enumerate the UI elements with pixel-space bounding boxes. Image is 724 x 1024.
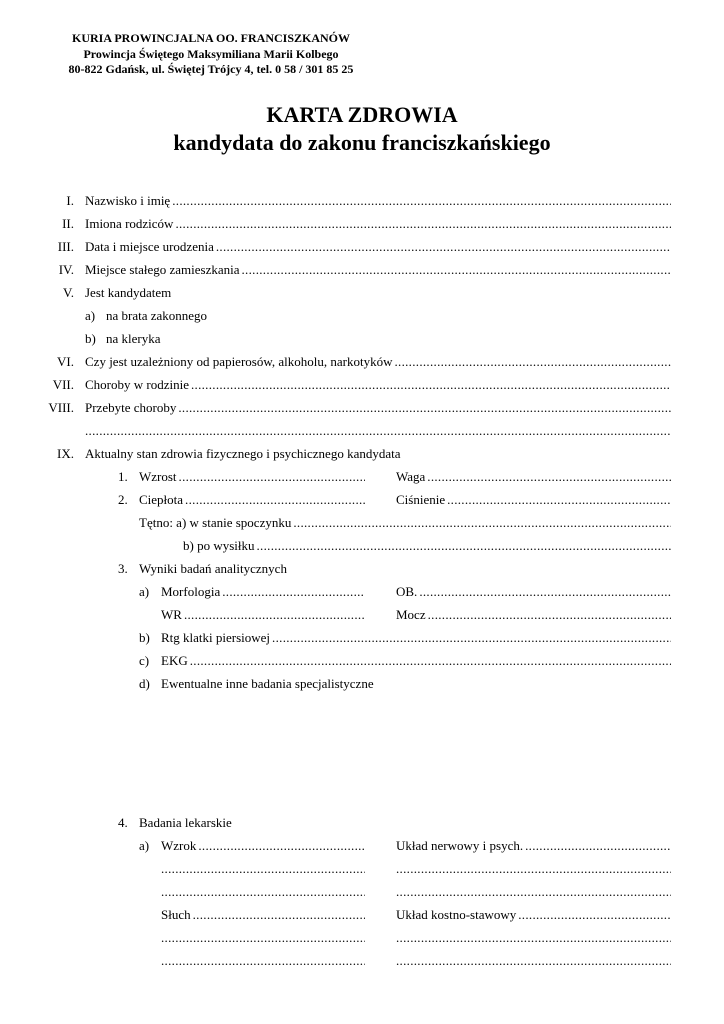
field-data-urodzenia[interactable] bbox=[85, 239, 671, 255]
field-label: Miejsce stałego zamieszkania bbox=[85, 262, 240, 277]
item-number: 2. bbox=[118, 492, 128, 507]
field-przebyte-choroby[interactable] bbox=[85, 400, 671, 416]
dotted-line bbox=[179, 469, 365, 485]
field-wr[interactable] bbox=[161, 607, 365, 623]
field-wzrok-cont[interactable] bbox=[161, 884, 365, 900]
field-sluch[interactable] bbox=[161, 907, 365, 923]
dotted-line bbox=[396, 953, 671, 969]
field-uklad-nerwowy-cont[interactable] bbox=[396, 884, 671, 900]
dotted-line bbox=[161, 930, 365, 946]
section-label: Jest kandydatem bbox=[85, 285, 172, 300]
field-uklad-kostno-cont[interactable] bbox=[396, 930, 671, 946]
section-number: VII. bbox=[52, 377, 74, 392]
field-cieplota[interactable] bbox=[139, 492, 365, 508]
dotted-line bbox=[272, 630, 671, 646]
dotted-line bbox=[396, 884, 671, 900]
dotted-line bbox=[216, 239, 671, 255]
dotted-line bbox=[175, 216, 671, 232]
section-number: IV. bbox=[58, 262, 74, 277]
field-sluch-cont[interactable] bbox=[161, 930, 365, 946]
field-label: Mocz bbox=[396, 607, 426, 622]
field-ekg[interactable] bbox=[161, 653, 671, 669]
option-letter: a) bbox=[139, 838, 150, 853]
field-przebyte-choroby-cont[interactable] bbox=[85, 423, 671, 439]
option-letter: c) bbox=[139, 653, 150, 668]
field-tetno-spoczynek[interactable] bbox=[139, 515, 671, 531]
dotted-line bbox=[191, 377, 671, 393]
field-waga[interactable] bbox=[396, 469, 671, 485]
field-label: WR bbox=[161, 607, 182, 622]
field-uklad-kostno-cont[interactable] bbox=[396, 953, 671, 969]
section-number: IX. bbox=[57, 446, 74, 461]
field-label: Wzrost bbox=[139, 469, 177, 484]
field-cisnienie[interactable] bbox=[396, 492, 671, 508]
page-subtitle: kandydata do zakonu franciszkańskiego bbox=[173, 130, 551, 155]
dotted-line bbox=[242, 262, 672, 278]
section-number: V. bbox=[63, 285, 74, 300]
field-uklad-kostno[interactable] bbox=[396, 907, 671, 923]
dotted-line bbox=[172, 193, 671, 209]
field-uzaleznienia[interactable] bbox=[85, 354, 671, 370]
dotted-line bbox=[193, 907, 365, 923]
option-letter: a) bbox=[85, 308, 96, 323]
section-label: Aktualny stan zdrowia fizycznego i psychicznego kandydata bbox=[85, 446, 401, 461]
field-label: Nazwisko i imię bbox=[85, 193, 171, 208]
field-ob[interactable] bbox=[396, 584, 671, 600]
field-wzrok[interactable] bbox=[161, 838, 365, 854]
option-kleryk[interactable]: na kleryka bbox=[106, 331, 161, 346]
field-zamieszkanie[interactable] bbox=[85, 262, 671, 278]
dotted-line bbox=[396, 930, 671, 946]
dotted-line bbox=[185, 492, 365, 508]
field-uklad-nerwowy-cont[interactable] bbox=[396, 861, 671, 877]
option-letter: b) bbox=[85, 331, 96, 346]
header-line-2: Prowincja Świętego Maksymiliana Marii Kolbego bbox=[83, 47, 339, 61]
field-label: Ciśnienie bbox=[396, 492, 446, 507]
field-label: Imiona rodziców bbox=[85, 216, 174, 231]
field-label: Tętno: a) w stanie spoczynku bbox=[139, 515, 292, 530]
field-label: b) po wysiłku bbox=[183, 538, 255, 553]
dotted-line bbox=[85, 423, 671, 439]
field-uklad-nerwowy[interactable] bbox=[396, 838, 671, 854]
field-choroby-rodzina[interactable] bbox=[85, 377, 671, 393]
dotted-line bbox=[178, 400, 671, 416]
dotted-line bbox=[394, 354, 671, 370]
dotted-line bbox=[190, 653, 671, 669]
field-label: Choroby w rodzinie bbox=[85, 377, 189, 392]
item-label: Badania lekarskie bbox=[139, 815, 232, 830]
field-imiona-rodzicow[interactable] bbox=[85, 216, 671, 232]
dotted-line bbox=[198, 838, 365, 854]
field-label: Data i miejsce urodzenia bbox=[85, 239, 214, 254]
dotted-line bbox=[184, 607, 365, 623]
field-nazwisko[interactable] bbox=[85, 193, 671, 209]
field-label: Czy jest uzależniony od papierosów, alkoholu, narkotyków bbox=[85, 354, 393, 369]
field-label: Przebyte choroby bbox=[85, 400, 177, 415]
field-label: OB. bbox=[396, 584, 418, 599]
option-letter: a) bbox=[139, 584, 150, 599]
item-number: 4. bbox=[118, 815, 128, 830]
section-number: VIII. bbox=[48, 400, 74, 415]
field-label: Słuch bbox=[161, 907, 191, 922]
dotted-line bbox=[518, 907, 671, 923]
dotted-line bbox=[447, 492, 671, 508]
section-number: VI. bbox=[57, 354, 74, 369]
dotted-line bbox=[293, 515, 671, 531]
header-line-3: 80-822 Gdańsk, ul. Świętej Trójcy 4, tel. 0 58 / 301 85 25 bbox=[68, 62, 354, 76]
field-label: Układ nerwowy i psych. bbox=[396, 838, 524, 853]
option-letter: d) bbox=[139, 676, 150, 691]
field-label: EKG bbox=[161, 653, 188, 668]
option-brat-zakonny[interactable]: na brata zakonnego bbox=[106, 308, 208, 323]
field-sluch-cont[interactable] bbox=[161, 953, 365, 969]
field-wzrost[interactable] bbox=[139, 469, 365, 485]
page-title: KARTA ZDROWIA bbox=[266, 102, 458, 127]
section-number: I. bbox=[66, 193, 74, 208]
dotted-line bbox=[161, 953, 365, 969]
item-number: 1. bbox=[118, 469, 128, 484]
dotted-line bbox=[428, 607, 671, 623]
field-mocz[interactable] bbox=[396, 607, 671, 623]
section-number: II. bbox=[62, 216, 74, 231]
dotted-line bbox=[222, 584, 365, 600]
field-wzrok-cont[interactable] bbox=[161, 861, 365, 877]
field-label-inne-badania: Ewentualne inne badania specjalistyczne bbox=[161, 676, 374, 691]
field-rtg[interactable] bbox=[161, 630, 671, 646]
field-label: Rtg klatki piersiowej bbox=[161, 630, 271, 645]
item-number: 3. bbox=[118, 561, 128, 576]
dotted-line bbox=[419, 584, 671, 600]
dotted-line bbox=[396, 861, 671, 877]
header-line-1: KURIA PROWINCJALNA OO. FRANCISZKANÓW bbox=[71, 31, 351, 45]
field-tetno-wysilek[interactable] bbox=[183, 538, 671, 554]
field-label: Układ kostno-stawowy bbox=[396, 907, 517, 922]
dotted-line bbox=[161, 884, 365, 900]
dotted-line bbox=[427, 469, 671, 485]
section-number: III. bbox=[57, 239, 74, 254]
dotted-line bbox=[257, 538, 672, 554]
field-label: Ciepłota bbox=[139, 492, 184, 507]
dotted-line bbox=[525, 838, 671, 854]
field-label: Waga bbox=[396, 469, 426, 484]
field-morfologia[interactable] bbox=[161, 584, 365, 600]
field-label: Morfologia bbox=[161, 584, 221, 599]
option-letter: b) bbox=[139, 630, 150, 645]
item-label: Wyniki badań analitycznych bbox=[139, 561, 287, 576]
field-label: Wzrok bbox=[161, 838, 197, 853]
dotted-line bbox=[161, 861, 365, 877]
